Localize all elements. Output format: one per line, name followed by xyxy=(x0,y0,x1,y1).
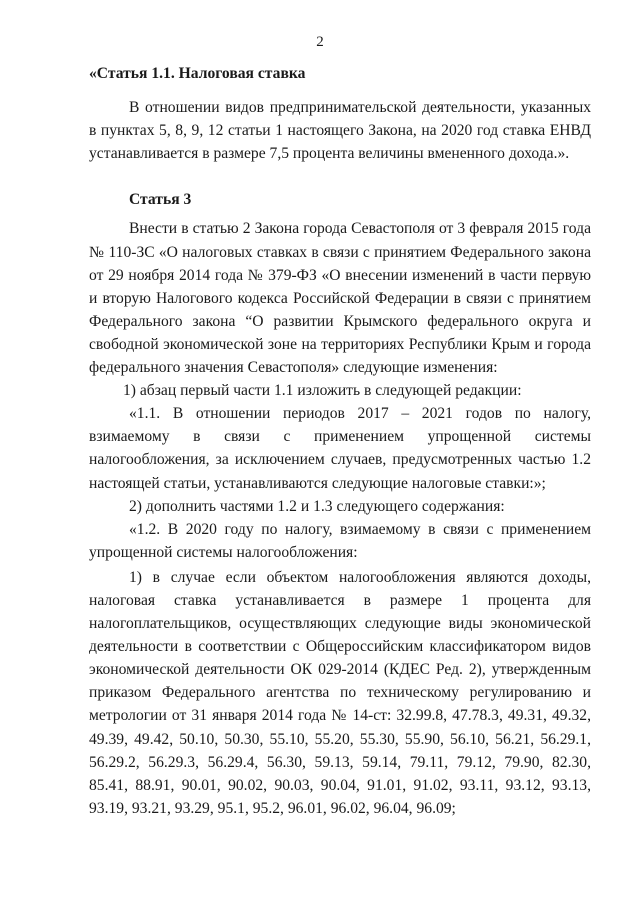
article-3-title: Статья 3 xyxy=(129,191,192,209)
article-3-quote-1-1: «1.1. В отношении периодов 2017 – 2021 годов по налогу, взимаемому в связи с применением упрощенной системы налогообложения, за исключением случаев, предусмотренных частью 1.2 настоящей статьи, устанавливаются следующие налоговые ставки:»; xyxy=(89,405,591,492)
article-3-item-2: 2) дополнить частями 1.2 и 1.3 следующего содержания: xyxy=(129,497,505,515)
document-body xyxy=(89,62,591,820)
article-3-subitem-1: 1) в случае если объектом налогообложения являются доходы, налоговая ставка устанавливается в размере 1 процента для налогоплательщиков, осуществляющих следующие виды экономической деятельности в соответствии с Общероссийским классификатором видов экономической деятельности ОК 029-2014 (КДЕС Ред. 2), утвержденным приказом Федерального агентства по техническому регулированию и метрологии от 31 января 2014 года № 14-ст: 32.99.8, 47.78.3, 49.31, 49.32, 49.39, 49.42, 50.10, 50.30, 55.10, 55.20, 55.30, 55.90, 56.10, 56.21, 56.29.1, 56.29.2, 56.29.3, 56.29.4, 56.30, 59.13, 59.14, 79.11, 79.12, 79.90, 82.30, 85.41, 88.91, 90.01, 90.02, 90.03, 90.04, 91.01, 91.02, 93.11, 93.12, 93.13, 93.19, 93.21, 93.29, 95.1, 95.2, 96.01, 96.02, 96.04, 96.09; xyxy=(89,568,591,817)
article-3-item-1: 1) абзац первый части 1.1 изложить в следующей редакции: xyxy=(123,382,522,400)
article-3-intro: Внести в статью 2 Закона города Севастополя от 3 февраля 2015 года № 110-ЗС «О налоговых ставках в связи с принятием Федерального закона от 29 ноября 2014 года № 379-ФЗ «О внесении изменений в части первую и вторую Налогового кодекса Российской Федерации в связи с принятием Федерального закона “О развитии Крымского федерального округа и свободной экономической зоне на территориях Республики Крым и города федерального значения Севастополя» следующие изменения: xyxy=(89,220,591,377)
page-number: 2 xyxy=(316,34,324,50)
article-1-1-title: «Статья 1.1. Налоговая ставка xyxy=(89,65,306,82)
article-3-quote-1-2: «1.2. В 2020 году по налогу, взимаемому в связи с применением упрощенной системы налогообложения: xyxy=(89,520,591,561)
article-1-1-text: В отношении видов предпринимательской деятельности, указанных в пунктах 5, 8, 9, 12 статьи 1 настоящего Закона, на 2020 год ставка ЕНВД устанавливается в размере 7,5 процента величины вмененного дохода.». xyxy=(89,99,591,163)
